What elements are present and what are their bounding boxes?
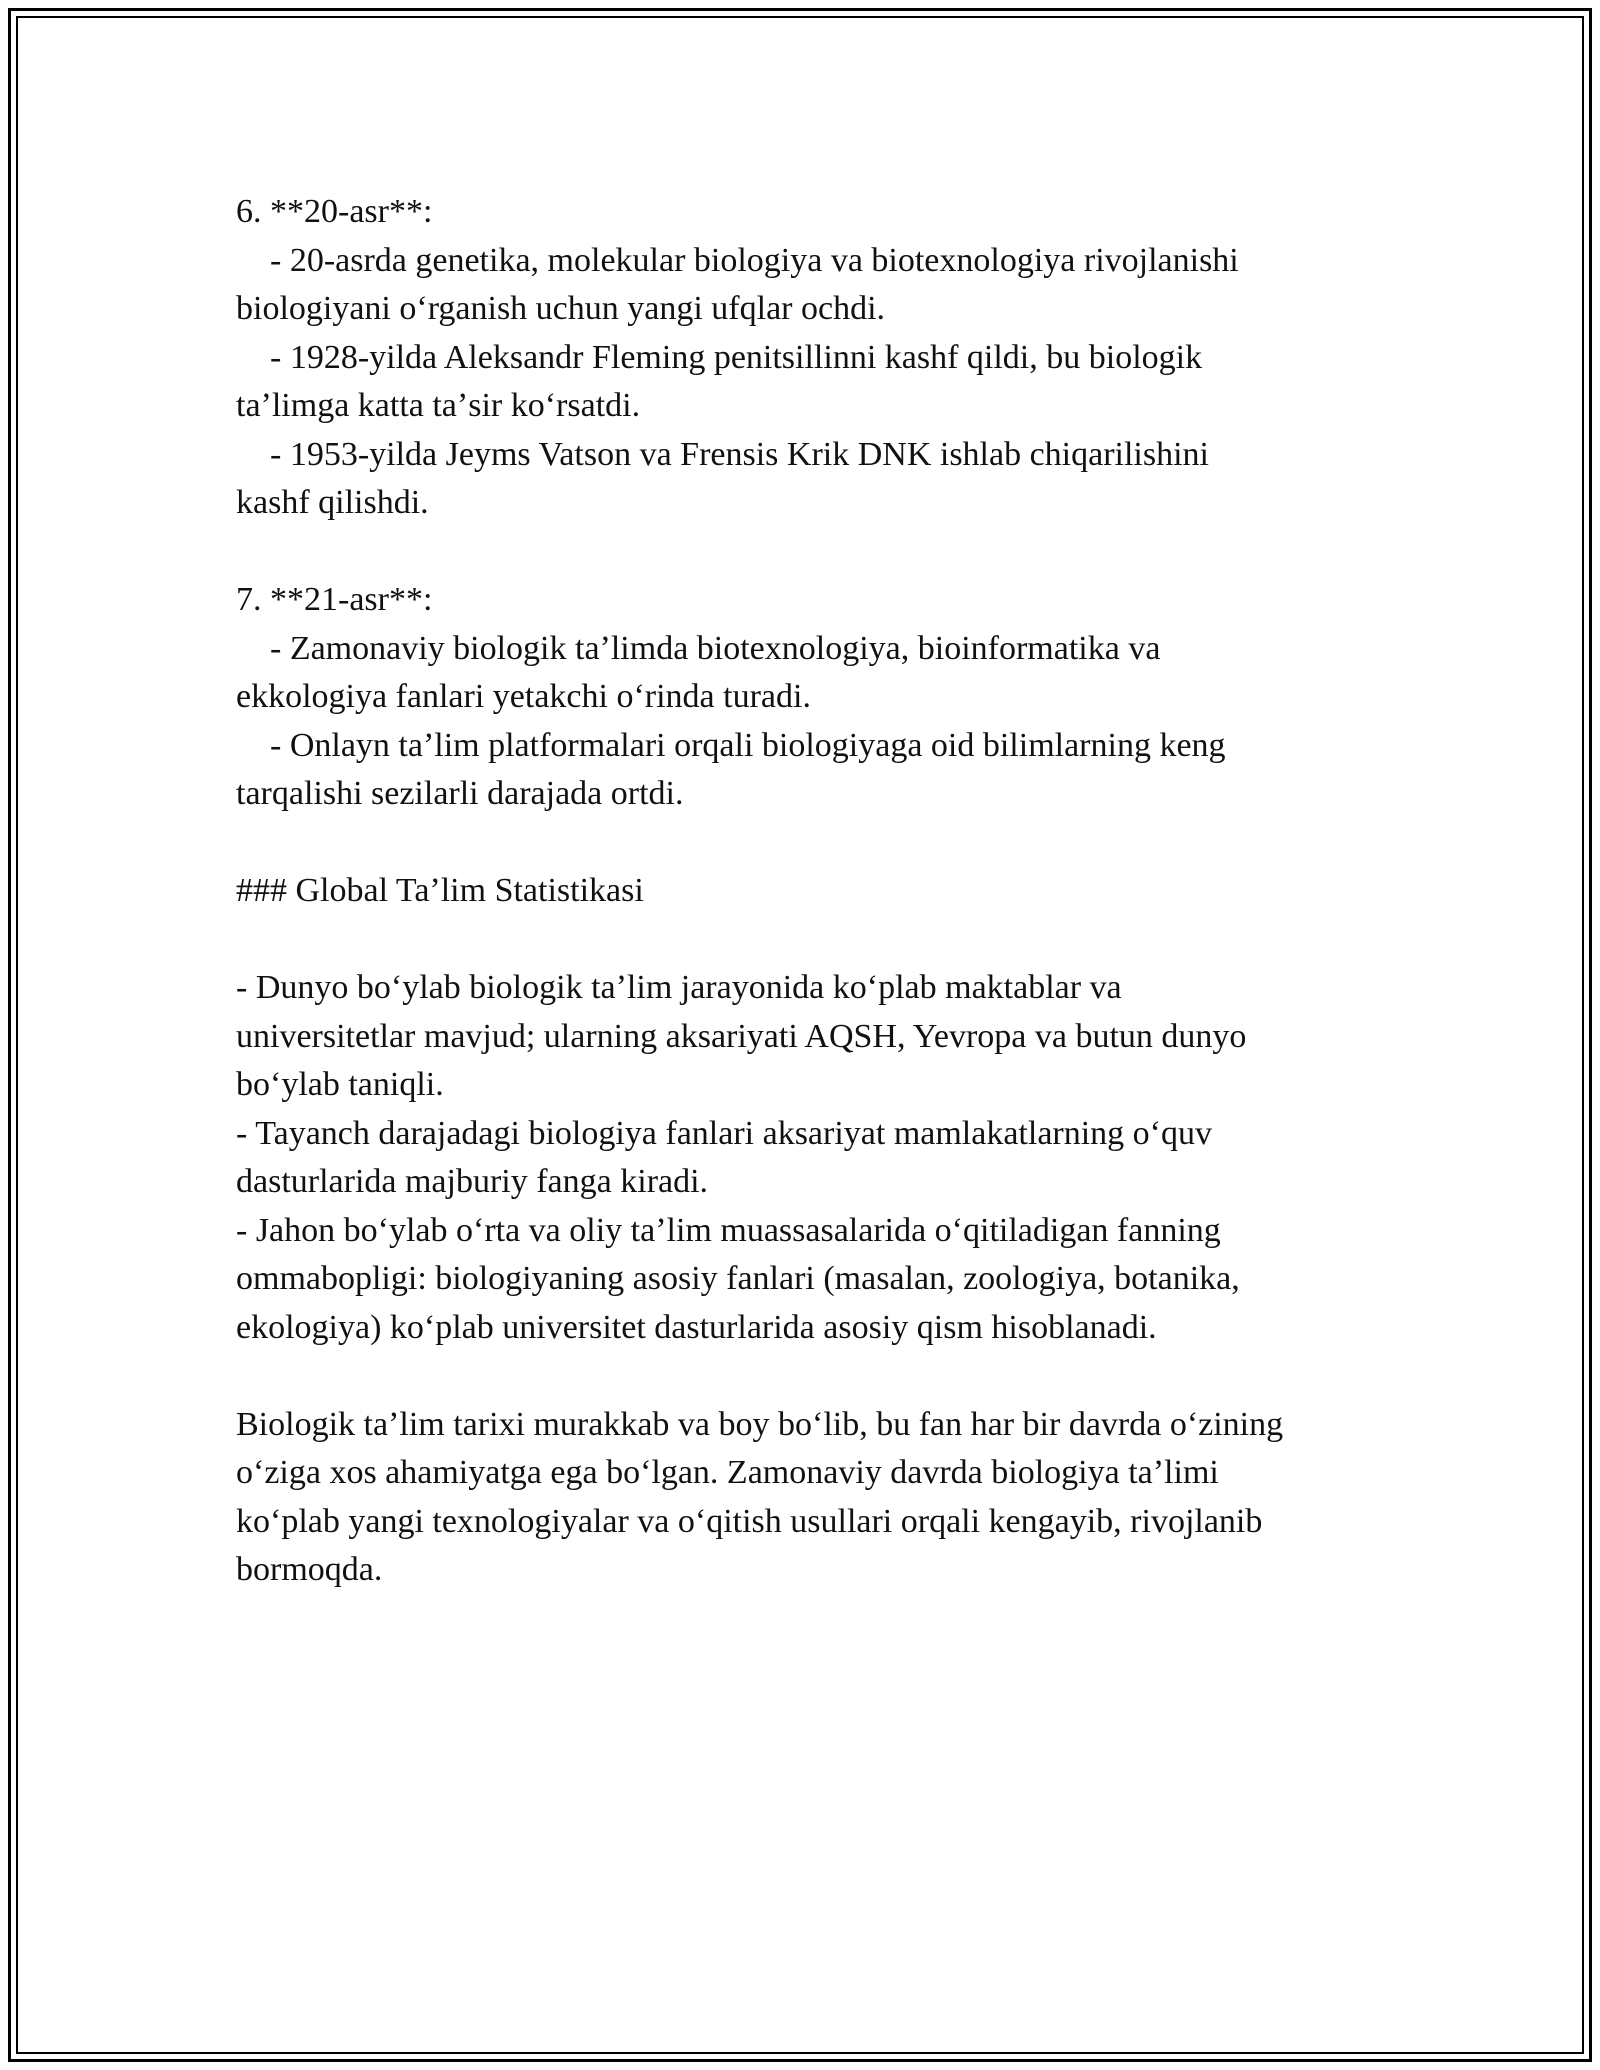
- stat-bullet-3-line-2: ommabopligi: biologiyaning asosiy fanlari (masalan, zoologiya, botanika,: [236, 1260, 1240, 1297]
- blank-line: [236, 1352, 1376, 1401]
- conclusion-line-3: koʻplab yangi texnologiyalar va oʻqitish usullari orqali kengayib, rivojlanib: [236, 1502, 1263, 1540]
- item-7-bullet-1-line-2: ekkologiya fanlari yetakchi oʻrinda turadi.: [236, 678, 811, 715]
- item-6-heading: 6. **20-asr**:: [236, 193, 433, 230]
- stat-bullet-3-line-1: - Jahon boʻylab oʻrta va oliy taʼlim muassasalarida oʻqitiladigan fanning: [236, 1211, 1221, 1249]
- stat-bullet-1-line-1: - Dunyo boʻylab biologik taʼlim jarayonida koʻplab maktablar va: [236, 969, 1122, 1006]
- item-6-bullet-3-line-2: kashf qilishdi.: [236, 484, 429, 521]
- item-6-bullet-2-line-1: - 1928-yilda Aleksandr Fleming penitsillinni kashf qildi, bu biologik: [236, 338, 1203, 376]
- section-heading: ### Global Taʼlim Statistikasi: [236, 872, 644, 909]
- stat-bullet-1-line-3: boʻylab taniqli.: [236, 1066, 444, 1103]
- item-6-bullet-1-line-1: - 20-asrda genetika, molekular biologiya va biotexnologiya rivojlanishi: [236, 241, 1239, 279]
- stat-bullet-3-line-3: ekologiya) koʻplab universitet dasturlarida asosiy qism hisoblanadi.: [236, 1308, 1157, 1346]
- stat-bullet-2-line-2: dasturlarida majburiy fanga kiradi.: [236, 1163, 709, 1200]
- item-6-bullet-1-line-2: biologiyani oʻrganish uchun yangi ufqlar ochdi.: [236, 290, 886, 327]
- conclusion-line-1: Biologik taʼlim tarixi murakkab va boy boʻlib, bu fan har bir davrda oʻzining: [236, 1405, 1284, 1443]
- item-6-bullet-2-line-2: taʼlimga katta taʼsir koʻrsatdi.: [236, 387, 641, 424]
- item-7-bullet-2-line-2: tarqalishi sezilarli darajada ortdi.: [236, 775, 684, 812]
- blank-line: [236, 916, 1376, 965]
- stat-bullet-1-line-2: universitetlar mavjud; ularning aksariyati AQSH, Yevropa va butun dunyo: [236, 1017, 1247, 1055]
- conclusion-line-4: bormoqda.: [236, 1551, 383, 1588]
- blank-line: [236, 819, 1376, 868]
- item-6-bullet-3-line-1: - 1953-yilda Jeyms Vatson va Frensis Krik DNK ishlab chiqarilishini: [236, 435, 1210, 473]
- item-7-bullet-1-line-1: - Zamonaviy biologik taʼlimda biotexnologiya, bioinformatika va: [236, 629, 1161, 667]
- blank-line: [236, 528, 1376, 577]
- document-body: [236, 188, 1376, 1595]
- item-7-heading: 7. **21-asr**:: [236, 581, 433, 618]
- conclusion-line-2: oʻziga xos ahamiyatga ega boʻlgan. Zamonaviy davrda biologiya taʼlimi: [236, 1454, 1219, 1491]
- stat-bullet-2-line-1: - Tayanch darajadagi biologiya fanlari aksariyat mamlakatlarning oʻquv: [236, 1114, 1213, 1152]
- item-7-bullet-2-line-1: - Onlayn taʼlim platformalari orqali biologiyaga oid bilimlarning keng: [236, 726, 1226, 764]
